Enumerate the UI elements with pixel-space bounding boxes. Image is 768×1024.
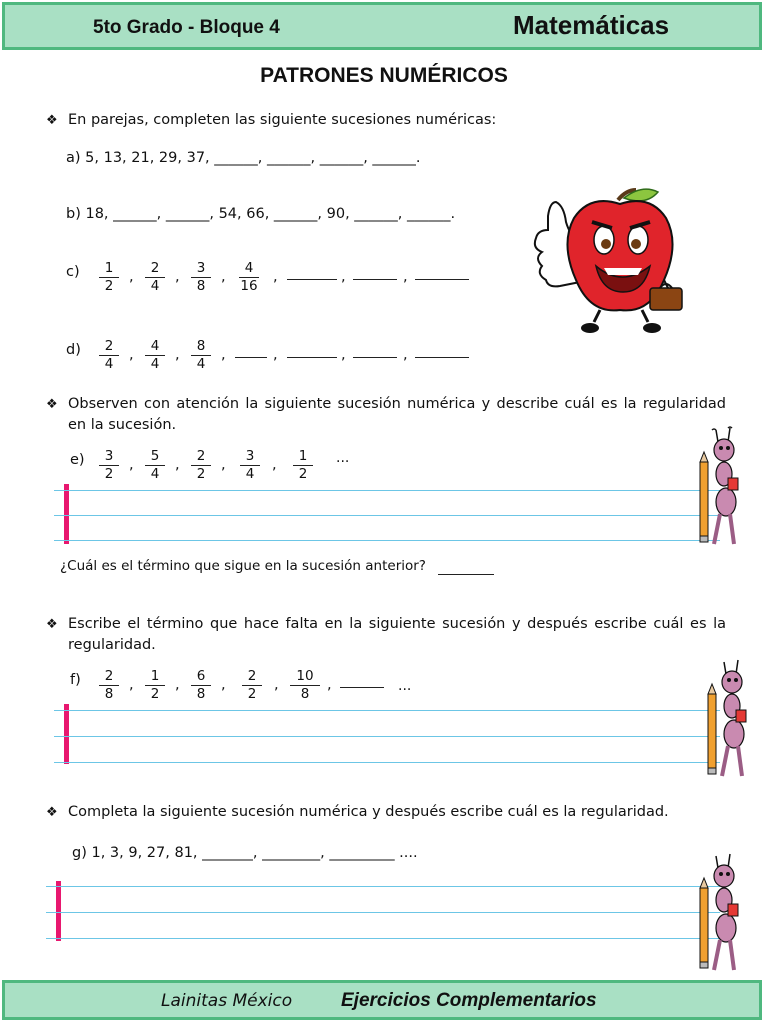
separator: , (272, 457, 277, 473)
denominator: 8 (196, 278, 206, 294)
grade-label: 5to Grado - Bloque 4 (93, 17, 280, 38)
numerator: 5 (145, 448, 166, 466)
writing-line[interactable] (54, 515, 720, 516)
label-e: e) (70, 452, 85, 468)
denominator: 2 (196, 466, 206, 482)
separator: , (221, 269, 226, 285)
ellipsis: ... (398, 678, 412, 694)
denominator: 4 (245, 466, 255, 482)
label-d: d) (66, 342, 81, 358)
ellipsis: ... (336, 450, 350, 466)
margin-line (64, 484, 69, 544)
bullet-icon: ❖ (46, 397, 58, 412)
separator: , (327, 677, 332, 693)
footer-banner (2, 980, 762, 1020)
numerator: 6 (191, 668, 212, 686)
separator: , (221, 677, 226, 693)
instruction-1 (46, 110, 726, 131)
writing-line[interactable] (46, 886, 720, 887)
fraction (288, 668, 322, 703)
answer-blank[interactable] (353, 343, 397, 358)
ant-with-pencil-illustration (694, 426, 744, 550)
denominator: 4 (150, 356, 160, 372)
separator: , (175, 677, 180, 693)
footer-title: Ejercicios Complementarios (341, 990, 597, 1011)
denominator: 4 (104, 356, 114, 372)
separator: , (129, 347, 134, 363)
instruction-2 (46, 394, 726, 436)
separator: , (273, 269, 278, 285)
numerator: 2 (242, 668, 263, 686)
bullet-icon: ❖ (46, 113, 58, 128)
separator: , (273, 347, 278, 363)
bullet-icon: ❖ (46, 805, 58, 820)
numerator: 1 (99, 260, 120, 278)
numerator: 4 (145, 338, 166, 356)
separator: , (175, 269, 180, 285)
ant-with-pencil-illustration (694, 852, 744, 976)
separator: , (341, 347, 346, 363)
separator: , (274, 677, 279, 693)
fraction (92, 338, 126, 373)
numerator: 3 (191, 260, 212, 278)
answer-blank[interactable] (415, 343, 469, 358)
margin-line (56, 881, 61, 941)
separator: , (175, 347, 180, 363)
fraction (286, 448, 320, 483)
fraction (233, 448, 267, 483)
separator: , (221, 457, 226, 473)
answer-blank[interactable] (438, 562, 494, 575)
fraction (184, 260, 218, 295)
numerator: 2 (191, 448, 212, 466)
denominator: 2 (247, 686, 257, 702)
denominator: 4 (196, 356, 206, 372)
separator: , (403, 269, 408, 285)
subject-title: Matemáticas (513, 10, 670, 40)
fraction (184, 668, 218, 703)
numerator: 10 (290, 668, 319, 686)
separator: , (129, 269, 134, 285)
fraction (138, 668, 172, 703)
apple-mascot-illustration (516, 180, 692, 340)
instruction-text: Escribe el término que hace falta en la siguiente sucesión y después escribe cuál es la regularidad. (68, 616, 726, 653)
sequence-c (66, 260, 486, 300)
answer-blank[interactable] (340, 673, 384, 688)
instruction-text: En parejas, completen las siguiente sucesiones numéricas: (68, 112, 497, 128)
writing-line[interactable] (46, 912, 720, 913)
denominator: 2 (104, 466, 114, 482)
numerator: 1 (145, 668, 166, 686)
fraction (138, 448, 172, 483)
header-banner (2, 2, 762, 50)
writing-line[interactable] (54, 762, 720, 763)
margin-line (64, 704, 69, 764)
denominator: 4 (150, 278, 160, 294)
answer-blank[interactable] (415, 265, 469, 280)
fraction (92, 260, 126, 295)
separator: , (129, 457, 134, 473)
sequence-a: a) 5, 13, 21, 29, 37, ______, ______, ______, ______. (66, 150, 421, 166)
separator: , (221, 347, 226, 363)
sequence-g: g) 1, 3, 9, 27, 81, _______, ________, _________ .... (72, 845, 418, 861)
denominator: 4 (150, 466, 160, 482)
label-f: f) (70, 672, 81, 688)
fraction (184, 448, 218, 483)
writing-line[interactable] (54, 490, 720, 491)
numerator: 2 (99, 338, 120, 356)
separator: , (403, 347, 408, 363)
instruction-text: Observen con atención la siguiente sucesión numérica y describe cuál es la regularidad en la sucesión. (68, 396, 726, 433)
numerator: 1 (293, 448, 314, 466)
fraction (92, 448, 126, 483)
answer-blank[interactable] (287, 343, 337, 358)
sequence-f (66, 668, 426, 708)
numerator: 3 (99, 448, 120, 466)
fraction (138, 338, 172, 373)
fraction (232, 260, 266, 295)
denominator: 2 (298, 466, 308, 482)
instruction-3 (46, 614, 726, 656)
separator: , (129, 677, 134, 693)
numerator: 2 (145, 260, 166, 278)
next-term-question: ¿Cuál es el término que sigue en la sucesión anterior? (60, 558, 426, 574)
ant-with-pencil-illustration (702, 658, 752, 782)
bullet-icon: ❖ (46, 617, 58, 632)
instruction-text: Completa la siguiente sucesión numérica y después escribe cuál es la regularidad. (68, 804, 669, 820)
separator: , (341, 269, 346, 285)
denominator: 8 (196, 686, 206, 702)
fraction (235, 668, 269, 703)
denominator: 8 (300, 686, 310, 702)
denominator: 2 (150, 686, 160, 702)
denominator: 16 (240, 278, 258, 294)
instruction-4 (46, 802, 726, 823)
page-title: PATRONES NUMÉRICOS (260, 64, 508, 87)
writing-line[interactable] (54, 710, 720, 711)
footer-author: Lainitas México (161, 991, 293, 1011)
writing-line[interactable] (46, 938, 720, 939)
sequence-b: b) 18, ______, ______, 54, 66, ______, 90, ______, ______. (66, 206, 456, 222)
answer-blank[interactable] (287, 265, 337, 280)
numerator: 2 (99, 668, 120, 686)
answer-blank[interactable] (235, 343, 267, 358)
answer-blank[interactable] (353, 265, 397, 280)
denominator: 2 (104, 278, 114, 294)
writing-line[interactable] (54, 736, 720, 737)
numerator: 4 (239, 260, 260, 278)
denominator: 8 (104, 686, 114, 702)
writing-line[interactable] (54, 540, 720, 541)
fraction (92, 668, 126, 703)
sequence-d (66, 338, 486, 378)
label-c: c) (66, 264, 80, 280)
separator: , (175, 457, 180, 473)
fraction (184, 338, 218, 373)
numerator: 8 (191, 338, 212, 356)
sequence-e (66, 448, 366, 488)
fraction (138, 260, 172, 295)
numerator: 3 (240, 448, 261, 466)
